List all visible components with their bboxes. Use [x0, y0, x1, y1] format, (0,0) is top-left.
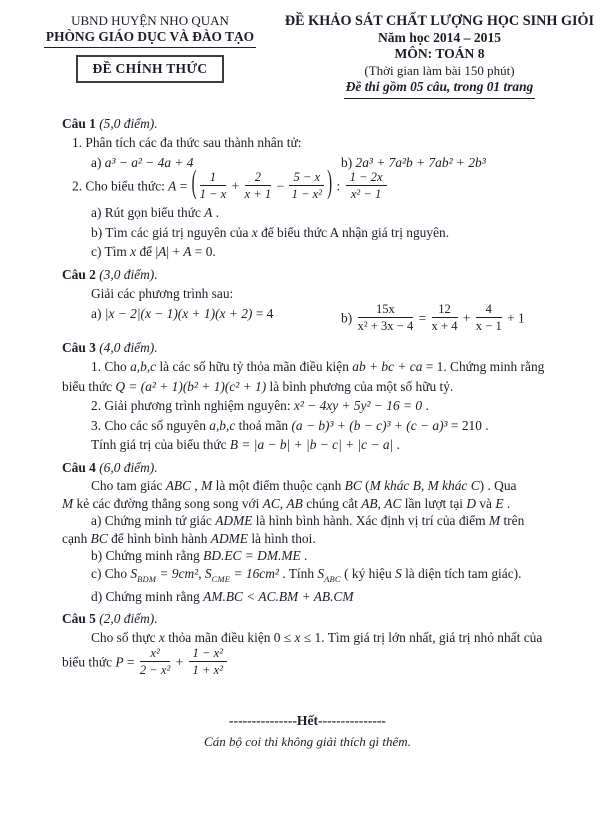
- department-name: PHÒNG GIÁO DỤC VÀ ĐÀO TẠO: [44, 29, 256, 48]
- header-left-column: [0, 13, 270, 99]
- question-2-intro: Giải các phương trình sau:: [91, 286, 234, 301]
- document-footer: [0, 713, 615, 750]
- question-3-part2: 2. Giải phương trình nghiệm nguyên: x² − 4xy + 5y² − 16 = 0 .: [91, 398, 429, 413]
- question-1-part2-c: c) Tìm x để |A| + A = 0.: [91, 244, 216, 259]
- question-5-heading: Câu 5 (2,0 điểm).: [62, 610, 158, 626]
- question-3-part1-line2: biểu thức Q = (a² + 1)(b² + 1)(c² + 1) là bình phương của một số hữu tỷ.: [62, 378, 454, 394]
- question-1-part1-a: a) a³ − a² − 4a + 4: [91, 154, 194, 170]
- question-4-intro-line2: M kẻ các đường thẳng song song với AC, AB chúng cắt AB, AC lần lượt tại D và E .: [62, 495, 511, 511]
- question-4-c: c) Cho $S_{BDM} = 9cm^2$, $S_{CME} = 16cm^2$ . Tính $S_{ABC}$ ( ký hiệu S là diện tích tam giác).: [91, 565, 522, 584]
- question-3-part3-line2: Tính giá trị của biểu thức B = |a − b| + |b − c| + |c − a| .: [91, 437, 400, 452]
- school-year: Năm học 2014 – 2015: [377, 29, 502, 45]
- question-5-line2: biểu thức P = $\frac{\text{x²}}{\text{2 − x²}}$ + $\frac{\text{1 − x²}}{\text{1 + x²}}$: [62, 648, 557, 679]
- exam-body: [0, 99, 615, 679]
- question-1-part1-intro: 1. Phân tích các đa thức sau thành nhân tử:: [72, 135, 302, 150]
- proctor-note: Cán bộ coi thi không giải thích gì thêm.: [204, 733, 411, 749]
- question-2-heading: Câu 2 (3,0 điểm).: [62, 266, 158, 282]
- question-4-a-line1: a) Chứng minh tứ giác ADME là hình bình hành. Xác định vị trí của điểm M trên: [91, 513, 525, 528]
- exam-duration: (Thời gian làm bài 150 phút): [364, 62, 515, 78]
- question-1-part2-a: a) Rút gọn biểu thức A .: [91, 205, 220, 220]
- official-exam-box: ĐỀ CHÍNH THỨC: [76, 55, 225, 83]
- question-2-b: b) $\frac{15x}{\text{x² + 3x − 4}}$ = $\frac{12}{x + 4}$ + $\frac{4}{x - 1}$ + 1: [341, 301, 525, 333]
- question-4-heading: Câu 4 (6,0 điểm).: [62, 459, 158, 475]
- question-1-part1-b: b) 2a³ + 7a²b + 7ab² + 2b³: [341, 154, 486, 170]
- org-name: UBND HUYỆN NHO QUAN: [71, 13, 229, 28]
- end-marker: ---------------Hết---------------: [229, 712, 386, 728]
- question-1-part2-expression: 2. Cho biểu thức: A = ( $\frac{1}{1 - x}$ + $\frac{2}{x + 1}$ − $\frac{5 - x}{\text{1 − x²}}$ ) : $\frac{1 - 2x}{\text{x² − 1}}$: [62, 172, 557, 203]
- question-4-b: b) Chứng minh rằng BD.EC = DM.ME .: [91, 548, 308, 563]
- question-1-heading: Câu 1 (5,0 điểm).: [62, 115, 158, 131]
- question-4-a-line2: cạnh BC để hình bình hành ADME là hình thoi.: [62, 530, 316, 546]
- question-2-items: [62, 301, 557, 335]
- exam-note: Đề thi gồm 05 câu, trong 01 trang: [344, 79, 536, 99]
- document-header: [0, 0, 615, 99]
- question-4-intro-line1: Cho tam giác ABC , M là một điểm thuộc cạnh BC (M khác B, M khác C) . Qua: [91, 478, 517, 493]
- question-4-d: d) Chứng minh rằng AM.BC < AC.BM + AB.CM: [91, 589, 354, 604]
- subject-name: MÔN: TOÁN 8: [394, 46, 485, 61]
- question-5-line1: Cho số thực x thỏa mãn điều kiện 0 ≤ x ≤ 1. Tìm giá trị lớn nhất, giá trị nhỏ nhất của: [91, 630, 543, 645]
- header-right-column: [270, 13, 615, 99]
- question-3-part3-line1: 3. Cho các số nguyên a,b,c thoả mãn (a − b)³ + (b − c)³ + (c − a)³ = 210 .: [91, 417, 489, 433]
- question-1-part2-b: b) Tìm các giá trị nguyên của x để biểu thức A nhận giá trị nguyên.: [91, 224, 450, 240]
- exam-title: ĐỀ KHẢO SÁT CHẤT LƯỢNG HỌC SINH GIỎI: [284, 13, 595, 29]
- question-3-part1-line1: 1. Cho a,b,c là các số hữu tỷ thỏa mãn điều kiện ab + bc + ca = 1. Chứng minh rằng: [91, 359, 545, 374]
- question-2-a: a) |x − 2|(x − 1)(x + 1)(x + 2) = 4: [91, 305, 274, 321]
- question-3-heading: Câu 3 (4,0 điểm).: [62, 339, 158, 355]
